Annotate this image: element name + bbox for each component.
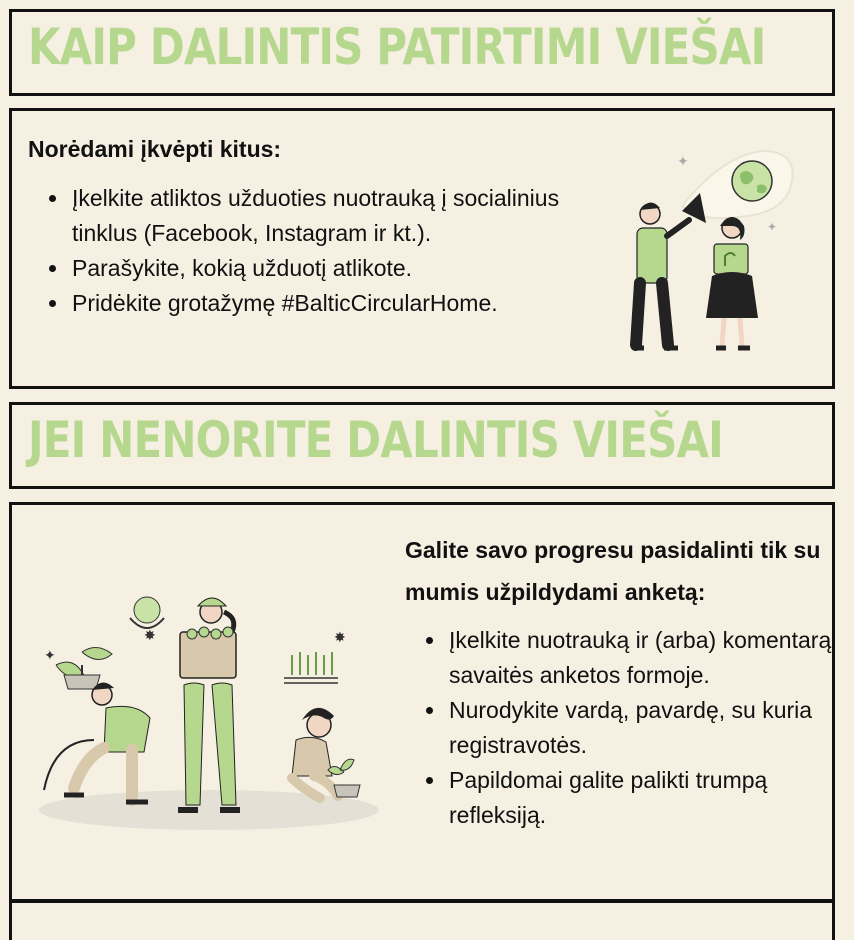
section2-title: JEI NENORITE DALINTIS VIEŠAI bbox=[28, 411, 723, 469]
list-item: • Įkelkite atliktos užduoties nuotrauką į socialinius tinklus (Facebook, Instagram ir kt.). bbox=[70, 181, 600, 251]
section1-content-box bbox=[9, 108, 835, 389]
section1-title-box bbox=[9, 9, 835, 96]
svg-text:✦: ✦ bbox=[767, 220, 778, 234]
section2-content-box bbox=[9, 502, 835, 902]
planting-people-illustration bbox=[34, 590, 384, 835]
svg-text:✸: ✸ bbox=[144, 627, 156, 643]
megaphone-people-illustration bbox=[612, 136, 812, 361]
svg-text:✦: ✦ bbox=[44, 647, 56, 663]
svg-text:✸: ✸ bbox=[334, 629, 346, 645]
section1-list bbox=[28, 181, 600, 321]
svg-text:✦: ✦ bbox=[677, 153, 689, 169]
section2-list bbox=[405, 623, 847, 833]
list-item: • Nurodykite vardą, pavardę, su kuria registravotės. bbox=[447, 693, 847, 763]
section2-title-box bbox=[9, 402, 835, 489]
list-item: • Parašykite, kokią užduotį atlikote. bbox=[70, 251, 600, 286]
list-item: • Pridėkite grotažymę #BalticCircularHome. bbox=[70, 286, 600, 321]
list-item: • Įkelkite nuotrauką ir (arba) komentarą savaitės anketos formoje. bbox=[447, 623, 847, 693]
list-item: • Papildomai galite palikti trumpą refleksiją. bbox=[447, 763, 847, 833]
section1-title: KAIP DALINTIS PATIRTIMI VIEŠAI bbox=[28, 18, 766, 76]
section1-heading: Norėdami įkvėpti kitus: bbox=[28, 136, 282, 162]
next-section-box bbox=[9, 900, 835, 940]
section2-heading: Galite savo progresu pasidalinti tik su mumis užpildydami anketą: bbox=[405, 537, 821, 605]
